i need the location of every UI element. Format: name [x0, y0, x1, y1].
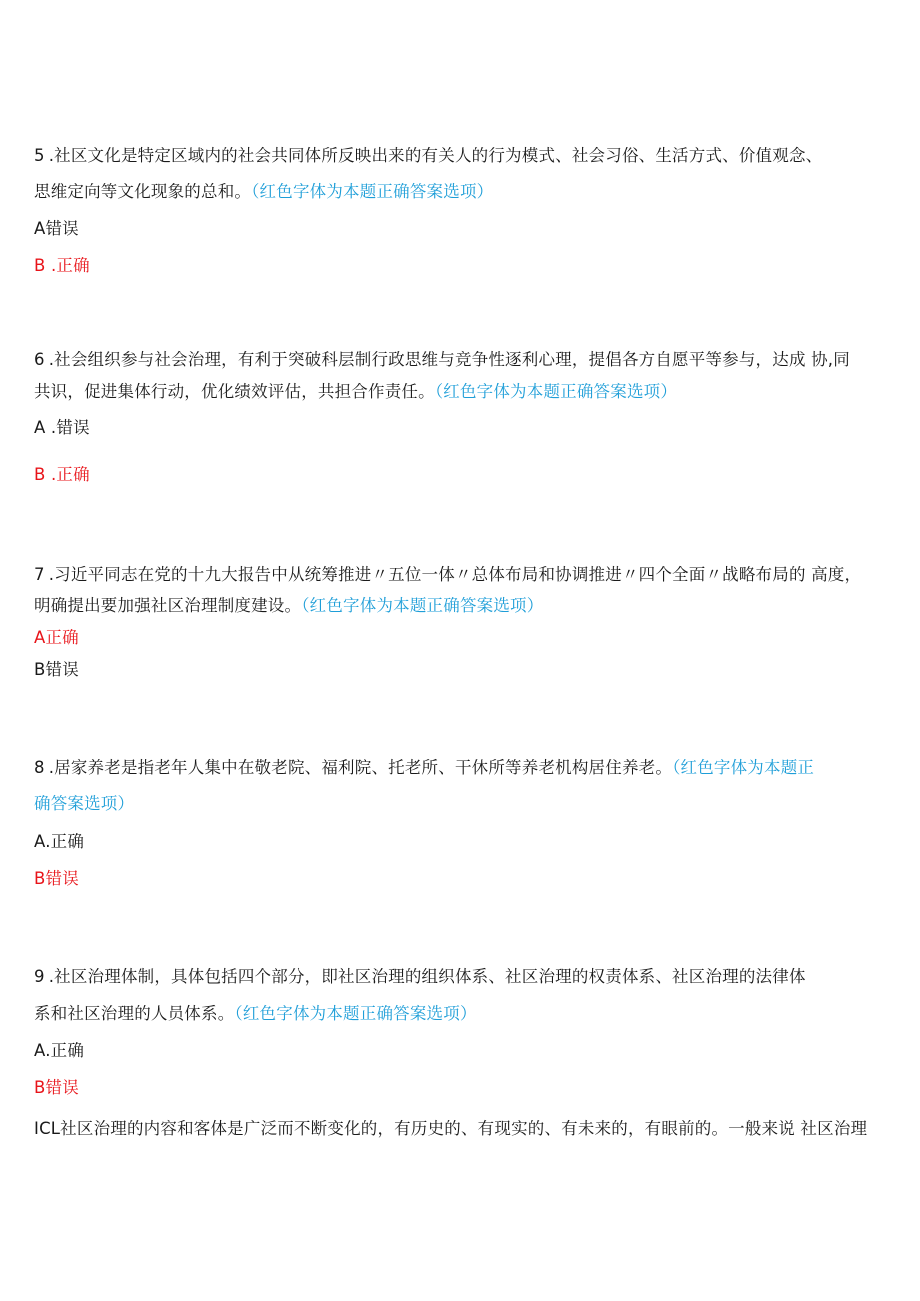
answer-hint: （红色字体为本题正确答案选项）: [301, 596, 544, 615]
answer-hint: （红色字体为本题正确答案选项）: [434, 382, 678, 401]
question-text: .社区文化是特定区域内的社会共同体所反映出来的有关人的行为模式、社会习俗、生活方式、价值观念、: [48, 146, 823, 165]
question-6-line-1: [34, 349, 850, 371]
question-8-line-1: [34, 757, 814, 779]
question-text: 系和社区治理的人员体系。: [34, 1004, 235, 1023]
question-text: .社会组织参与社会治理，有利于突破科层制行政思维与竞争性逐利心理，提倡各方自愿平等参与，达成 协,同: [48, 350, 850, 369]
question-text: .习近平同志在党的十九大报告中从统筹推进〃五位一体〃总体布局和协调推进〃四个全面〃战略布局的 高度，: [48, 565, 862, 584]
question-7-line-1: [34, 564, 861, 586]
question-9-option-b: B错误: [34, 1078, 79, 1097]
question-7-line-2: [34, 595, 543, 617]
question-text: .社区治理体制，具体包括四个部分，即社区治理的组织体系、社区治理的权责体系、社区治理的法律体: [48, 967, 806, 986]
question-number: 8: [34, 758, 45, 777]
question-6-line-2: [34, 381, 677, 403]
question-number: 6: [34, 350, 45, 369]
question-10-line-1: ICL社区治理的内容和客体是广泛而不断变化的，有历史的、有现实的、有未来的，有眼前的。一般来说 社区治理: [34, 1119, 868, 1138]
question-6-option-b: B .正确: [34, 465, 90, 484]
answer-hint: （红色字体为本题正确答案选项）: [234, 1004, 477, 1023]
question-5-line-1: [34, 145, 822, 167]
answer-hint: （红色字体为本题正确答案选项）: [251, 182, 494, 201]
question-text: .居家养老是指老年人集中在敬老院、福利院、托老所、干休所等养老机构居住养老。: [48, 758, 673, 777]
question-text: 思维定向等文化现象的总和。: [34, 182, 252, 201]
question-5-option-b: B .正确: [34, 256, 90, 275]
question-6-option-a: A .错误: [34, 418, 90, 437]
question-number: 9: [34, 967, 45, 986]
question-5-option-a: A错误: [34, 219, 79, 238]
question-number: 7: [34, 565, 45, 584]
question-7-option-b: B错误: [34, 660, 79, 679]
question-9-line-1: [34, 966, 806, 988]
answer-hint-continued: 确答案选项）: [34, 794, 135, 813]
question-number: 5: [34, 146, 45, 165]
question-text: 共识，促进集体行动，优化绩效评估，共担合作责任。: [34, 382, 435, 401]
question-8-option-a: A.正确: [34, 832, 85, 851]
question-8-option-b: B错误: [34, 869, 79, 888]
answer-hint: （红色字体为本题正: [672, 758, 815, 777]
question-9-line-2: [34, 1003, 477, 1025]
question-text: 明确提出要加强社区治理制度建设。: [34, 596, 302, 615]
question-5-line-2: [34, 181, 493, 203]
question-9-option-a: A.正确: [34, 1041, 85, 1060]
question-7-option-a: A正确: [34, 628, 79, 647]
